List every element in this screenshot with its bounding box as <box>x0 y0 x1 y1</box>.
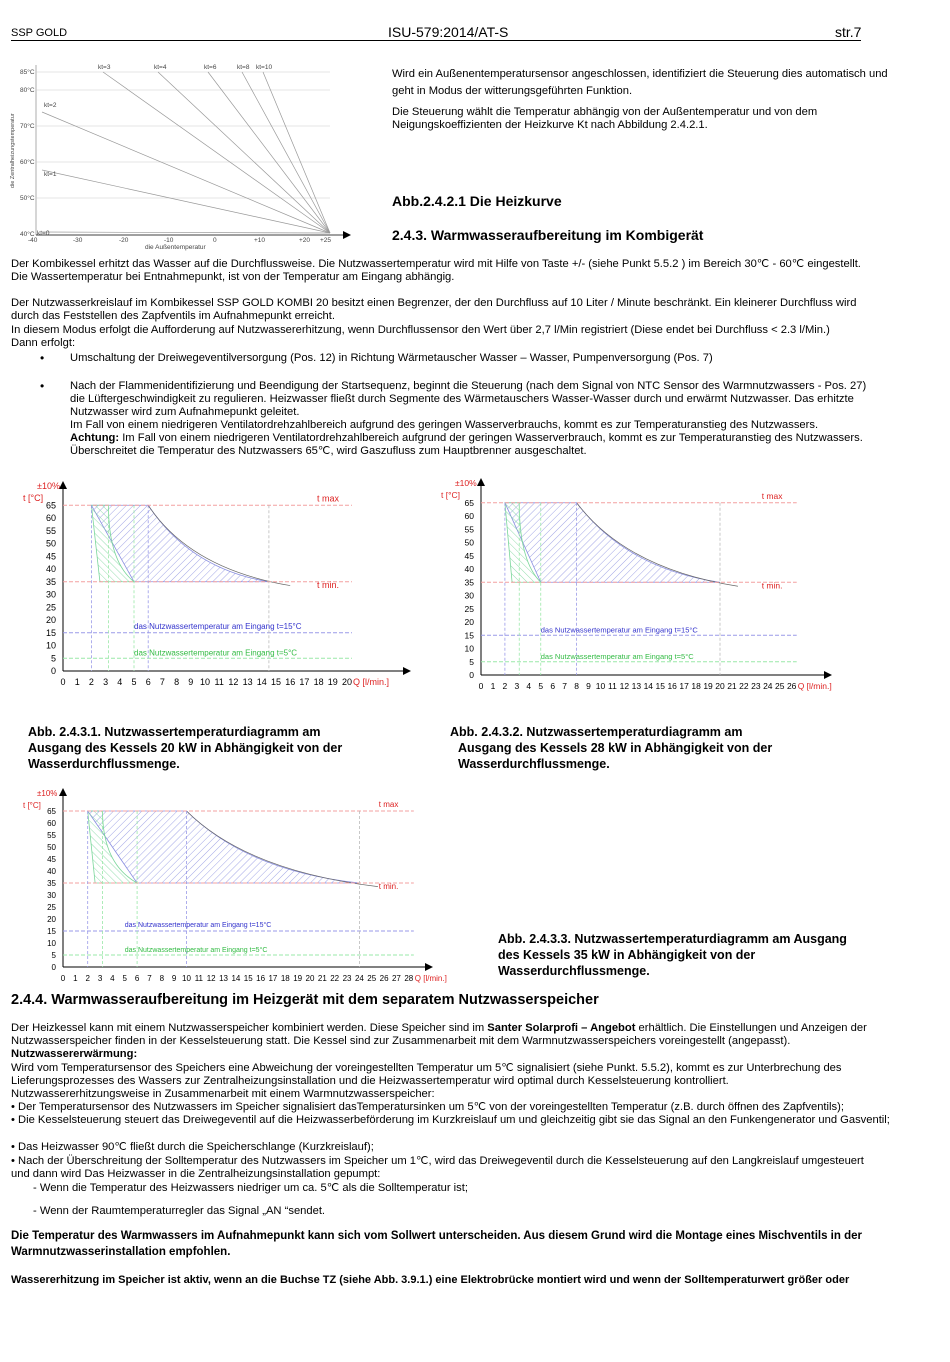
x-tick: -40 <box>28 237 38 244</box>
y-tick-label: 10 <box>45 640 56 651</box>
y-tick-label: 20 <box>464 617 474 627</box>
s244-line: Der Heizkessel kann mit einem Nutzwasserspeicher kombiniert werden. Diese Speicher sind im Santer Solarprofi – Angebot erhältlich. Die Einstellungen und Anzeigen der <box>11 1022 867 1034</box>
s244-line: • Nach der Überschreitung der Solltemperatur des Nutzwassers im Speicher um 1℃, wird das Dreiwegeventil durch die Kesselsteuerung auf den Langkreislauf umgesteuert <box>11 1155 864 1167</box>
note-line: Die Temperatur des Warmwassers im Aufnahmepunkt kann sich vom Sollwert unterscheiden. Aus diesem Grund wird die Montage eines Mischventils in der <box>11 1230 862 1242</box>
y-tick-label: 20 <box>45 615 56 625</box>
body-line: Die Wassertemperatur bei Entnahmepunkt, ist von der Temperatur am Eingang abhängig. <box>11 271 455 283</box>
y-tick-label: 65 <box>47 807 56 816</box>
s244-line: • Die Kesselsteuerung steuert das Dreiwegeventil auf die Heizwasserbeförderung im Kurzkreislauf um und gleichzeitig gibt sie das Signal an den Funkengenerator und Gasventil; <box>11 1114 890 1126</box>
y-axis-arrow <box>59 788 67 796</box>
x-tick-label: 11 <box>608 681 617 691</box>
s244-dash: - Wenn der Raumtemperaturregler das Signal „AN “sendet. <box>33 1205 326 1217</box>
chart-20kw <box>15 475 415 690</box>
x-tick-label: 25 <box>775 681 785 691</box>
y-tick-label: 40 <box>47 867 56 876</box>
tmax-label: t max <box>317 493 340 504</box>
x-tick-label: 7 <box>147 974 152 983</box>
x-tick-label: 13 <box>242 677 253 687</box>
inlet5-label: das Nutzwassertemperatur am Eingang t=5°C <box>124 947 268 954</box>
y-tick-label: 30 <box>45 589 56 600</box>
x-tick-label: 9 <box>171 974 177 983</box>
x-tick-label: 9 <box>188 677 194 687</box>
x-tick-label: 7 <box>562 681 568 691</box>
kt10-label: kt=10 <box>256 64 273 71</box>
x-tick-label: 4 <box>110 974 115 983</box>
x-tick-label: 3 <box>103 677 109 687</box>
tolerance-label: ±10% <box>37 789 58 798</box>
x-axis-label: die Außentemperatur <box>145 244 206 251</box>
bullet-text: Umschaltung der Dreiwegeventilversorgung (Pos. 12) in Richtung Wärmetauscher Wasser – Wasser, Pumpenversorgung (Pos. 7) <box>70 352 713 364</box>
x-tick-label: 11 <box>214 677 224 687</box>
inlet15-label: das Nutzwassertemperatur am Eingang t=15°C <box>540 625 698 635</box>
x-axis-arrow <box>425 963 433 971</box>
chart-35kw <box>15 782 470 982</box>
x-tick: +20 <box>299 237 311 244</box>
note-line: Warmnutzwasserinstallation empfohlen. <box>11 1246 231 1258</box>
body-line: Der Nutzwasserkreislauf im Kombikessel SSP GOLD KOMBI 20 besitzt einen Begrenzer, der den Durchfluss auf 10 Liter / Minute beschränkt. Ein kleinerer Durchfluss wird <box>11 297 857 309</box>
x-tick-label: 13 <box>631 681 642 691</box>
tmin-label: t min. <box>317 579 340 590</box>
x-axis-arrow <box>403 667 411 675</box>
caption-2: Abb. 2.4.3.2. Nutzwassertemperaturdiagramm am Ausgang des Kessels 28 kW in Abhängigkeit von der Wasserdurchflussmenge. <box>450 725 773 771</box>
y-tick-label: 15 <box>464 630 474 641</box>
y-axis-label: die Zentralheizungstemperatur <box>10 113 16 188</box>
x-tick-label: 14 <box>231 974 241 983</box>
y-tick-label: 5 <box>51 951 56 960</box>
s244-line: Lieferungsprozesses des Wassers zur Zentralheizungsinstallation und die Heizwassertemperatur wird optimal durch Kesselsteuerung kontrolliert. <box>11 1075 729 1087</box>
y-tick-label: 25 <box>45 602 56 613</box>
caption-1: Abb. 2.4.3.1. Nutzwassertemperaturdiagramm am Ausgang des Kessels 20 kW in Abhängigkeit von der Wasserdurchflussmenge. <box>28 725 343 771</box>
y-tick-label: 0 <box>469 670 474 680</box>
y-tick-label: 0 <box>51 963 56 972</box>
x-tick-label: 4 <box>117 677 123 687</box>
tmax-label: t max <box>378 800 399 809</box>
kt0-label: kt=0 <box>37 230 50 237</box>
bullet-text: Überschreitet die Temperatur des Nutzwassers 65℃, wird Gaszufluss zum Hauptbrenner ausgeschaltet. <box>70 445 587 457</box>
last-line: Wassererhitzung im Speicher ist aktiv, wenn an die Buchse TZ (siehe Abb. 3.9.1.) eine Elektrobrücke montiert wird und wenn der Solltemperaturwert größer oder <box>11 1274 850 1286</box>
y-tick-label: 30 <box>47 891 56 900</box>
y-tick-label: 50 <box>47 843 56 852</box>
intro-p2: Die Steuerung wählt die Temperatur abhängig von der Außentemperatur und von dem Neigungskoeffizienten der Heizkurve Kt nach Abbildung 2.4.2.1. <box>392 106 818 132</box>
header-left: SSP GOLD <box>11 27 68 39</box>
y-axis-arrow <box>477 478 485 486</box>
y-tick-label: 60 <box>45 513 56 523</box>
x-tick-label: 20 <box>305 974 315 983</box>
inlet5-label: das Nutzwassertemperatur am Eingang t=5°C <box>540 651 694 661</box>
x-tick-label: 22 <box>739 681 749 691</box>
x-tick-label: 15 <box>655 681 665 691</box>
header-right: str.7 <box>835 24 862 40</box>
x-tick-label: 10 <box>199 677 211 687</box>
y-tick-label: 15 <box>45 627 56 638</box>
x-tick-label: 2 <box>502 681 508 691</box>
x-tick-label: 20 <box>715 681 725 691</box>
x-tick-label: 27 <box>391 974 401 983</box>
y-tick-label: 30 <box>464 590 474 601</box>
s244-line: Nutzwassererhitzungsweise in Zusammenarbeit mit einem Warmnutzwasserspeicher: <box>11 1088 435 1100</box>
section-244-title: 2.4.4. Warmwasseraufbereitung im Heizgerät mit dem separatem Nutzwasserspeicher <box>11 992 599 1008</box>
x-tick-label: 12 <box>228 677 239 687</box>
x-tick-label: 9 <box>586 681 591 691</box>
inlet15-label: das Nutzwassertemperatur am Eingang t=15°C <box>134 621 302 631</box>
y-axis-unit: t [°C] <box>23 801 41 810</box>
chart-28kw <box>441 472 852 694</box>
y-tick-label: 35 <box>47 879 56 888</box>
y-tick-label: 10 <box>464 643 474 654</box>
x-tick-label: 18 <box>313 677 324 687</box>
header-center: ISU-579:2014/AT-S <box>388 24 509 40</box>
y-tick-label: 5 <box>50 653 56 664</box>
x-tick-label: 5 <box>538 681 544 691</box>
inlet15-label: das Nutzwassertemperatur am Eingang t=15°C <box>124 922 272 929</box>
x-tick-label: 3 <box>514 681 520 691</box>
x-tick-label: 17 <box>268 974 278 983</box>
x-axis-unit: Q [l/min.] <box>797 681 832 691</box>
header-rule <box>11 40 861 41</box>
x-tick-label: 21 <box>727 681 737 691</box>
x-tick-label: 8 <box>574 681 579 691</box>
x-tick-label: 1 <box>73 974 78 983</box>
x-tick-label: 6 <box>550 681 556 691</box>
x-tick-label: 19 <box>327 677 338 687</box>
tmin-label: t min. <box>378 882 399 891</box>
x-tick-label: 1 <box>490 681 496 691</box>
x-tick-label: 23 <box>342 974 352 983</box>
x-tick: +25 <box>320 237 332 244</box>
x-tick-label: 14 <box>256 677 267 687</box>
y-tick-label: 40 <box>45 564 56 574</box>
kt6-label: kt=6 <box>204 64 217 71</box>
y-tick-label: 40 <box>464 564 474 574</box>
y-tick-label: 55 <box>47 831 56 840</box>
section-243: 2.4.3. Warmwasseraufbereitung im Kombigerät <box>392 227 704 243</box>
x-tick-label: 6 <box>145 677 151 687</box>
x-tick-label: 17 <box>299 677 310 687</box>
y-tick-label: 50 <box>45 538 56 549</box>
x-tick-label: 18 <box>280 974 290 983</box>
y-tick-label: 35 <box>464 577 474 588</box>
x-tick: +10 <box>254 237 266 244</box>
y-tick: 85°C <box>20 69 35 76</box>
x-tick-label: 2 <box>85 974 90 983</box>
x-tick-label: 26 <box>786 681 797 691</box>
inlet5-label: das Nutzwassertemperatur am Eingang t=5°C <box>134 648 298 658</box>
x-tick-label: 15 <box>243 974 253 983</box>
y-tick-label: 45 <box>464 550 474 561</box>
y-tick-label: 45 <box>45 551 56 562</box>
y-tick-label: 60 <box>464 511 474 521</box>
y-tick-label: 0 <box>50 666 56 676</box>
x-tick-label: 0 <box>60 974 66 983</box>
y-tick-label: 25 <box>464 603 474 614</box>
tolerance-label: ±10% <box>37 481 60 491</box>
y-tick-label: 10 <box>47 939 56 948</box>
x-tick-label: 2 <box>88 677 94 687</box>
y-tick-label: 35 <box>45 576 56 587</box>
kt2-label: kt=2 <box>44 102 57 109</box>
area-inlet-15 <box>88 811 360 883</box>
kt4-label: kt=4 <box>154 64 167 71</box>
attention-line: Achtung: Im Fall von einem niedrigeren Ventilatordrehzahlbereich aufgrund der geringen Wasserverbrauch, kommt es zur Temperaturanstieg des Nutzwassers. <box>70 432 863 444</box>
x-tick-label: 14 <box>643 681 654 691</box>
bullet-dot: • <box>40 351 45 365</box>
kt1-label: kt=1 <box>44 171 57 178</box>
s244-line: • Der Temperatursensor des Nutzwassers im Speicher signalisiert dasTemperatursinken um 5℃ von der voreingestellten Temperatur (z.B. durch öffnen des Zapfventils); <box>11 1101 844 1113</box>
x-tick-label: 6 <box>134 974 140 983</box>
s244-sub: Nutzwassererwärmung: <box>11 1048 138 1060</box>
s244-line: • Das Heizwasser 90℃ fließt durch die Speicherschlange (Kurzkreislauf); <box>11 1141 374 1153</box>
x-tick-label: 19 <box>703 681 713 691</box>
y-tick: 70°C <box>20 123 35 130</box>
bullet-text: Im Fall von einem niedrigeren Ventilatordrehzahlbereich aufgrund des geringen Wasserverbrauchs, kommt es zur Temperaturanstieg des Nutzwassers. <box>70 419 819 431</box>
y-tick-label: 60 <box>47 819 56 828</box>
y-tick: 80°C <box>20 87 35 94</box>
body-line: Dann erfolgt: <box>11 337 76 349</box>
x-tick: -20 <box>119 237 129 244</box>
intro-p1: Wird ein Außenentemperatursensor angeschlossen, identifiziert die Steuerung dies automatisch und geht in Modus der witterungsgeführten Funktion. <box>392 68 888 97</box>
x-tick-label: 18 <box>691 681 701 691</box>
area-inlet-15 <box>505 503 720 583</box>
fig-title: Abb.2.4.2.1 Die Heizkurve <box>392 193 562 209</box>
y-tick: 40°C <box>20 231 35 238</box>
x-tick: -30 <box>73 237 83 244</box>
x-tick-label: 15 <box>270 677 282 687</box>
bullet-text: die Lüftergeschwindigkeit zu regulieren. Heizwasser fließt durch Segmente des Wärmetauschers Wasser-Wasser durch und erwärmt Nutzwasser. Das erhitzte <box>70 393 854 405</box>
x-tick-label: 23 <box>751 681 761 691</box>
kt3-label: kt=3 <box>98 64 111 71</box>
bullet-dot: • <box>40 379 45 393</box>
s244-dash: - Wenn die Temperatur des Heizwassers niedriger um ca. 5℃ als die Solltemperatur ist; <box>33 1182 468 1194</box>
x-tick-label: 11 <box>194 974 204 983</box>
x-tick-label: 24 <box>763 681 773 691</box>
y-tick-label: 55 <box>464 524 474 535</box>
y-tick-label: 20 <box>47 915 56 924</box>
x-tick-label: 0 <box>60 677 66 687</box>
x-tick-label: 25 <box>367 974 377 983</box>
x-tick: -10 <box>164 237 174 244</box>
caption-3: Abb. 2.4.3.3. Nutzwassertemperaturdiagramm am Ausgang des Kessels 35 kW in Abhängigkeit von der Wasserdurchflussmenge. <box>498 932 847 978</box>
s244-line: Wird vom Temperatursensor des Speichers eine Abweichung der voreingestellten Temperatur um 5℃ signalisiert (siehe Punkt. 5.5.2), kommt es zur Unterbrechung des <box>11 1062 842 1074</box>
x-axis-unit: Q [l/min.] <box>353 677 390 687</box>
x-tick-label: 16 <box>256 974 266 983</box>
x-tick-label: 19 <box>293 974 303 983</box>
x-tick-label: 7 <box>159 677 165 687</box>
x-tick-label: 8 <box>174 677 180 687</box>
s244-line: und dann wird Das Heizwasser in die Zentralheizungsinstallation gepumpt: <box>11 1168 381 1180</box>
y-tick-label: 15 <box>47 927 56 936</box>
y-tick: 50°C <box>20 195 35 202</box>
y-axis-arrow <box>59 481 67 489</box>
x-axis-unit: Q [l/min.] <box>414 974 447 983</box>
x-tick-label: 1 <box>74 677 80 687</box>
x-tick-label: 12 <box>206 974 216 983</box>
x-tick-label: 24 <box>354 974 364 983</box>
x-tick-label: 26 <box>379 974 389 983</box>
body-line: Der Kombikessel erhitzt das Wasser auf die Durchflussweise. Die Nutzwassertemperatur wird mit Hilfe von Taste +/- (siehe Punkt 5.5.2 ) im Bereich 30℃ - 60℃ eingestellt. <box>11 258 861 270</box>
x-tick-label: 4 <box>526 681 532 691</box>
x-tick-label: 10 <box>182 974 191 983</box>
x-tick-label: 16 <box>667 681 677 691</box>
y-tick-label: 45 <box>47 855 56 864</box>
x-tick-label: 0 <box>478 681 484 691</box>
x-tick-label: 12 <box>619 681 630 691</box>
tmax-label: t max <box>761 490 783 501</box>
x-tick-label: 22 <box>330 974 340 983</box>
x-tick-label: 28 <box>404 974 414 983</box>
y-tick-label: 50 <box>464 537 474 548</box>
x-tick-label: 13 <box>219 974 229 983</box>
bullet-text: Nutzwasser wird zum Aufnahmepunkt geleitet. <box>70 406 300 418</box>
y-tick: 60°C <box>20 159 35 166</box>
y-axis-unit: t [°C] <box>441 490 460 500</box>
body-line: durch das Feststellen des Zapfventils im Aufnahmepunkt erreicht. <box>11 310 335 322</box>
bullet-text: Nach der Flammenidentifizierung und Beendigung der Startsequenz, beginnt die Steuerung (nach dem Signal von NTC Sensor des Warmnutzwassers - Pos. 27) <box>70 380 867 392</box>
x-tick-label: 8 <box>159 974 165 983</box>
y-tick-label: 55 <box>45 525 56 536</box>
y-tick-label: 5 <box>469 656 474 667</box>
kt8-label: kt=8 <box>237 64 250 71</box>
tolerance-label: ±10% <box>455 478 477 488</box>
x-axis-arrow <box>824 671 832 679</box>
y-tick-label: 65 <box>45 500 56 511</box>
tmin-label: t min. <box>761 580 783 591</box>
body-line: In diesem Modus erfolgt die Aufforderung auf Nutzwassererhitzung, wenn Durchflussensor den Wert über 2,7 l/Min registriert (Diese endet bei Durchfluss < 2.3 l/Min.) <box>11 324 830 336</box>
x-tick-label: 5 <box>131 677 137 687</box>
y-axis-unit: t [°C] <box>23 493 44 503</box>
x-tick-label: 3 <box>97 974 103 983</box>
x-tick-label: 17 <box>679 681 689 691</box>
x-tick: 0 <box>213 237 217 244</box>
s244-line: Nutzwasserspeicher finden in der Kesselsteuerung statt. Die Kessel sind zur Zusammenarbeit mit dem Warmnutzwasserspeichers voreingestellt (angepasst). <box>11 1035 791 1047</box>
x-tick-label: 21 <box>317 974 327 983</box>
x-tick-label: 5 <box>122 974 127 983</box>
y-tick-label: 65 <box>464 497 474 508</box>
heizkurve-chart <box>8 60 358 255</box>
x-tick-label: 16 <box>285 677 296 687</box>
x-tick-label: 10 <box>595 681 606 691</box>
x-tick-label: 20 <box>341 677 353 687</box>
y-tick-label: 25 <box>47 903 56 912</box>
